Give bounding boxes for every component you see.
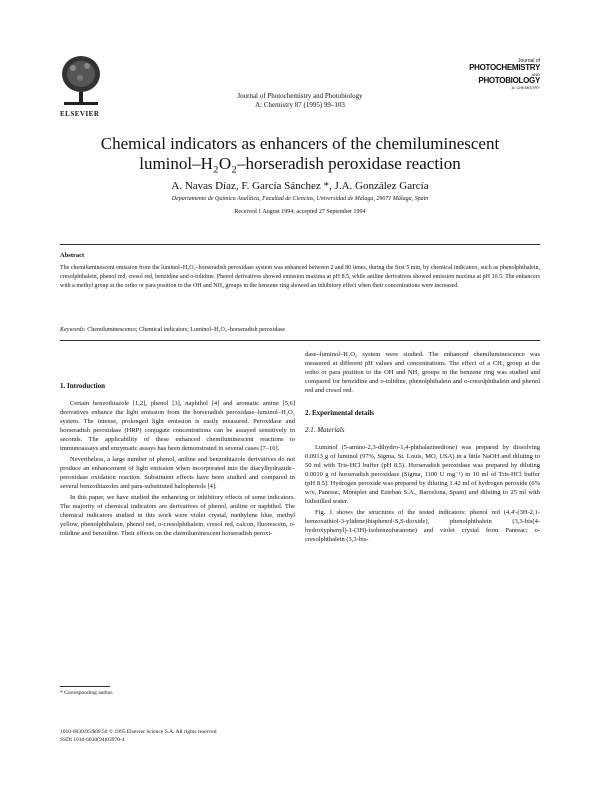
paragraph: Nevertheless, a large number of phenol, aniline and benzothiazole derivatives do not produce an enhancement of light emission when incorporated into the diacylhydrazide–peroxidase oxidation reaction. Substituent effects have been studied and compared in several benzothiazoles and para-substituted halophenols [4]. (60, 456, 295, 490)
keywords (60, 327, 540, 333)
section-heading: 2. Experimental details (305, 409, 375, 417)
section-heading: 1. Introduction (60, 382, 105, 390)
elsevier-tree-icon (60, 52, 102, 108)
journal-logo-line: AND (531, 72, 540, 77)
page-header (60, 52, 540, 122)
journal-logo (458, 58, 540, 90)
abstract-text: The chemiluminescent emission from the luminol–H₂O₂–horseradish peroxidase system was enhanced between 2 and 80 times, during the first 5 min, by chemical indicators, such as phenolphthalein, cresolphthalein, phenol red, cresol red, benzidine and o-tolidine. Phenol derivatives showed emission maxima at pH 8.5, while aniline derivatives showed emission maxima at pH 10.5. The enhancers with a methyl group at the ortho or para position to the OH and NH₂ groups in the benzene ring showed an inhibitory effect when their concentrations were increased. (60, 265, 540, 289)
title-line: Chemical indicators as enhancers of the chemiluminescent (100, 134, 500, 153)
affiliation: Departamento de Química Analítica, Facultad de Ciencias, Universidad de Málaga, 29071 Málaga, Spain (171, 196, 429, 202)
paragraph: Luminol (5-amino-2,3-dihydro-1,4-phthalazinedione) was prepared by dissolving 0.0913 g of luminol (97%, Sigma, St. Louis, MO, USA) in a little NaOH and diluting to 50 ml with Tris-HCl buffer (pH 8.5). Horseradish peroxidase was prepared by diluting 0.0010 g of horseradish peroxidase (Sigma, 1100 U mg⁻¹) in 10 ml of Tris-HCl buffer (pH 8.5). Hydrogen peroxide was prepared by diluting 1.42 ml of hydrogen peroxide (6% w/v, Panreac, Montplet and Esteban S.A., Barcelona, Spain) and diluting to 25 ml with bidistilled water. (305, 444, 540, 505)
journal-citation (180, 92, 420, 110)
authors: A. Navas Díaz, F. García Sánchez *, J.A. González García (171, 180, 429, 192)
received-dates: Received 1 August 1994; accepted 27 September 1994 (234, 209, 366, 215)
subsection-heading: 2.1. Materials (305, 426, 345, 434)
divider (60, 340, 540, 341)
journal-name: Journal of Photochemistry and Photobiology (237, 92, 363, 100)
journal-logo-line: PHOTOBIOLOGY (478, 76, 540, 85)
paragraph: dase–luminol–H₂O₂ system were studied. The enhanced chemiluminescence was measured at different pH values and concentrations. The effect of a CH₃ group at the ortho or para position to the OH and NH₂ groups in the benzene ring was studied and compared for benzidine and o-tolidine, phenolphthalein and o-cresolphthalein and phenol red and cresol red. (305, 351, 540, 394)
copyright-line: 1010-6030/95/$09.50 © 1995 Elsevier Science S.A. All rights reserved (60, 729, 217, 735)
journal-logo-line: PHOTOCHEMISTRY (469, 63, 540, 72)
abstract-label: Abstract (60, 252, 85, 259)
article-title (80, 134, 520, 174)
ssdi-line: SSDI 1010-6030(94)03970-4 (60, 737, 125, 743)
paragraph: In this paper, we have studied the enhancing or inhibitory effects of some indicators. The majority of chemical indicators are derivatives of phenol, aniline or naphthol. The chemical indicators studied in this work were violet crystal, methylene blue, methyl yellow, phenolphthalein, phenol red, o-cresolphthalein, cresol red, calcon, fluorescein, o-tolidine and benzidine. Their effects on the chemiluminescent horseradish peroxi- (60, 494, 295, 537)
publisher-name: ELSEVIER (60, 110, 100, 118)
copyright (60, 728, 216, 744)
journal-logo-line: A: CHEMISTRY (511, 85, 540, 90)
right-column (305, 350, 540, 546)
footnote: * Corresponding author. (60, 690, 114, 696)
divider (60, 244, 540, 245)
title-line: luminol–H₂O₂–horseradish peroxidase reaction (139, 154, 461, 173)
keywords-text: Chemiluminescence; Chemical indicators; Luminol–H₂O₂–horseradish peroxidase (87, 327, 286, 333)
left-column (60, 382, 295, 540)
journal-logo-line: Journal of (518, 58, 540, 64)
journal-volume: A: Chemistry 87 (1995) 99–103 (255, 101, 345, 109)
footnote-divider (60, 686, 110, 687)
paragraph: Fig. 1 shows the structures of the tested indicators: phenol red (4,4'-(3H-2,1-benzoxathiol-3-ylidene)bisphenol-S,S-dioxide), phenolphthalein (3,3-bis(4-hydroxyphenyl)-1-(3H)-isobenzofuranone) and violet crystal from Panreac; o-cresolphthalein (3,3-bis- (305, 509, 540, 543)
keywords-label: Keywords: (60, 327, 86, 333)
paragraph: Certain benzothiazole [1,2], phenol [3], naphthol [4] and aromatic amine [5,6] derivatives enhance the light emission from the horseradish peroxidase–luminol–H₂O₂ system. The intense, prolonged light emission is easily measured. Peroxidase and horseradish peroxidase (HRP) conjugate concentrations can be assayed sensitively in seconds. The applicability of these enhanced chemiluminescent reactions to immunoassays and enzymatic assays has been demonstrated in several cases [7–10]. (60, 400, 295, 452)
